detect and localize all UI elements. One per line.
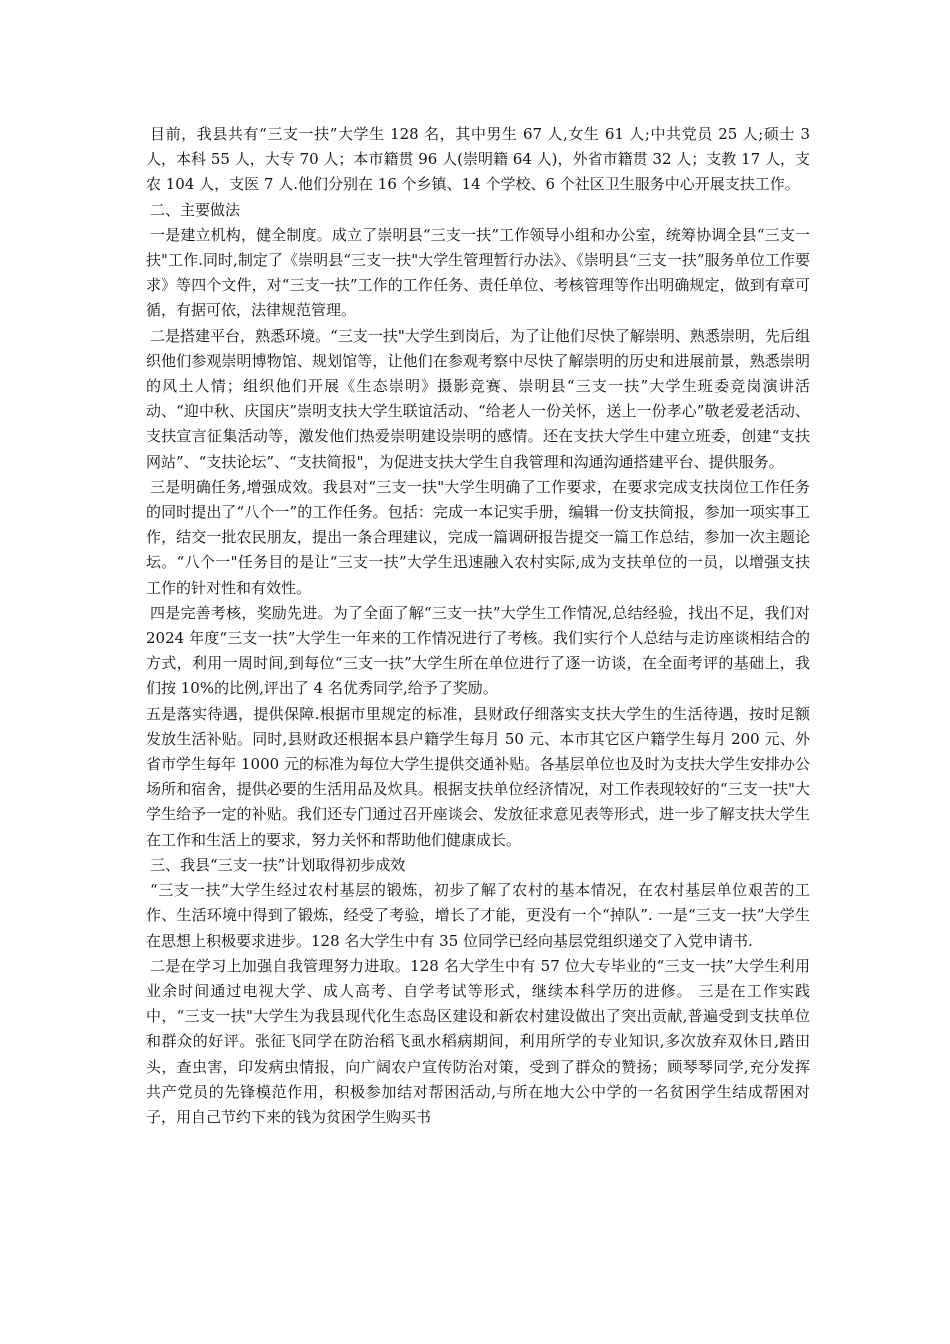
paragraph-results-2: 二是在学习上加强自我管理努力进取。128 名大学生中有 57 位大专毕业的“三支一扶”大学生利用业余时间通过电视大学、成人高考、自学考试等形式，继续本科学历的进修。 三是在工作实践中，“三支一扶"大学生为我县现代化生态岛区建设和新农村建设做出了突出贡献,普遍受到支扶单位和群众的好评。张征飞同学在防治稻飞虱水稻病期间，利用所学的专业知识,多次放弃双休日,踏田头，查虫害，印发病虫情报，向广阔农户宣传防治对策，受到了群众的赞扬；顾琴琴同学,充分发挥共产党员的先锋模范作用，积极参加结对帮困活动,与所在地大公中学的一名贫困学生结成帮困对子，用自己节约下来的钱为贫困学生购买书 — [146, 956, 810, 1126]
section-heading-main-practices: 二、主要做法 — [150, 200, 241, 219]
paragraph-practice-5: 五是落实待遇，提供保障.根据市里规定的标准，县财政仔细落实支扶大学生的生活待遇，按时足额发放生活补贴。同时,县财政还根据本县户籍学生每月 50 元、本市其它区户籍学生每月 200 元、外省市学生每年 1000 元的标准为每位大学生提供交通补贴。各基层单位也及时为支扶大学生安排办公场所和宿舍，提供必要的生活用品及炊具。根据支扶单位经济情况，对工作表现较好的“三支一扶"大学生给予一定的补贴。我们还专门通过召开座谈会、发放征求意见表等形式，进一步了解支扶大学生在工作和生活上的要求，努力关怀和帮助他们健康成长。 — [146, 704, 810, 849]
paragraph-practice-1: 一是建立机构，健全制度。成立了崇明县“三支一扶”工作领导小组和办公室，统筹协调全县“三支一扶"工作.同时,制定了《崇明县“三支一扶"大学生管理暂行办法》、《崇明县“三支一扶”服务单位工作要求》等四个文件，对“三支一扶”工作的工作任务、责任单位、考核管理等作出明确规定，做到有章可循，有据可依，法律规范管理。 — [146, 225, 810, 320]
document-body — [146, 122, 810, 1130]
paragraph-practice-3: 三是明确任务,增强成效。我县对“三支一扶"大学生明确了工作要求，在要求完成支扶岗位工作任务的同时提出了“八个一”的工作任务。包括：完成一本记实手册，编辑一份支扶简报，参加一项实事工作，结交一批农民朋友，提出一条合理建议，完成一篇调研报告提交一篇工作总结，参加一次主题论坛。“八个一"任务目的是让“三支一扶”大学生迅速融入农村实际,成为支扶单位的一员，以增强支扶工作的针对性和有效性。 — [146, 477, 810, 597]
paragraph-practice-2: 二是搭建平台，熟悉环境。“三支一扶"大学生到岗后，为了让他们尽快了解崇明、熟悉崇明，先后组织他们参观崇明博物馆、规划馆等，让他们在参观考察中尽快了解崇明的历史和进展前景，熟悉崇明的风土人情；组织他们开展《生态崇明》摄影竞赛、崇明县“三支一扶”大学生班委竞岗演讲活动、“迎中秋、庆国庆”崇明支扶大学生联谊活动、“给老人一份关怀，送上一份孝心”敬老爱老活动、支扶宣言征集活动等，激发他们热爱崇明建设崇明的感情。还在支扶大学生中建立班委，创建“支扶网站”、“支扶论坛”、“支扶简报"，为促进支扶大学生自我管理和沟通沟通搭建平台、提供服务。 — [146, 326, 810, 471]
section-heading-results: 三、我县“三支一扶”计划取得初步成效 — [150, 855, 406, 874]
paragraph-overview: 目前，我县共有“三支一扶”大学生 128 名，其中男生 67 人,女生 61 人;中共党员 25 人;硕士 3 人，本科 55 人，大专 70 人；本市籍贯 96 人(崇明籍 64 人)，外省市籍贯 32 人；支教 17 人，支农 104 人，支医 7 人.他们分别在 16 个乡镇、14 个学校、6 个社区卫生服务中心开展支扶工作。 — [146, 125, 810, 194]
paragraph-results-1: “三支一扶”大学生经过农村基层的锻炼，初步了解了农村的基本情况，在农村基层单位艰苦的工作、生活环境中得到了锻炼，经受了考验，增长了才能，更没有一个“掉队”. 一是“三支一扶”大学生在思想上积极要求进步。128 名大学生中有 35 位同学已经向基层党组织递交了入党申请书. — [146, 881, 810, 950]
paragraph-practice-4: 四是完善考核，奖励先进。为了全面了解“三支一扶”大学生工作情况,总结经验，找出不足，我们对 2024 年度“三支一扶”大学生一年来的工作情况进行了考核。我们实行个人总结与走访座谈相结合的方式，利用一周时间,到每位“三支一扶”大学生所在单位进行了逐一访谈，在全面考评的基础上，我们按 10%的比例,评出了 4 名优秀同学,给予了奖励。 — [146, 603, 810, 698]
